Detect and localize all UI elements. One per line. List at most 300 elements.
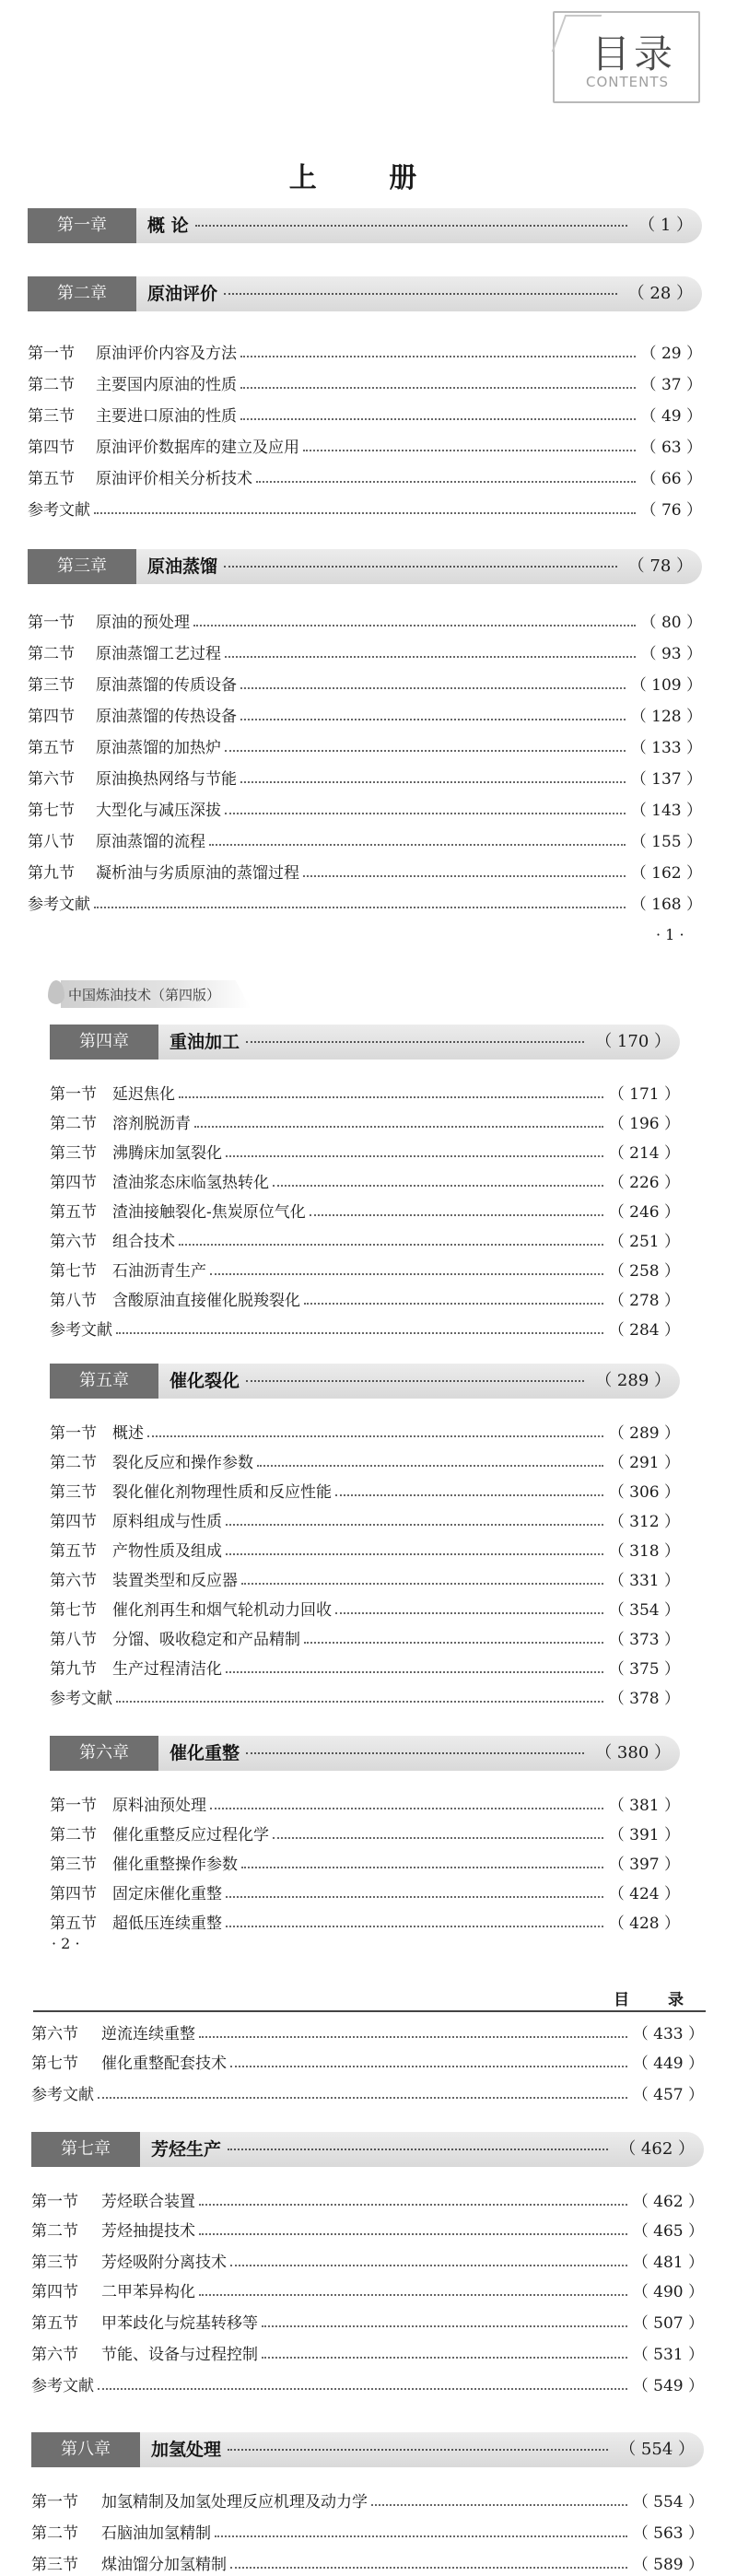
section-title: 芳烃抽提技术: [101, 2222, 195, 2241]
section-label: 第一节: [31, 2493, 78, 2512]
leader-dots: [273, 1185, 603, 1187]
section-title: 原油蒸馏工艺过程: [96, 645, 221, 663]
section-title: 节能、设备与过程控制: [101, 2346, 258, 2364]
section-title: 加氢精制及加氢处理反应机理及动力学: [101, 2493, 368, 2512]
section-label: 第四节: [50, 1885, 97, 1903]
section-title: 催化剂再生和烟气轮机动力回收: [112, 1601, 332, 1620]
toc-entry[interactable]: [28, 706, 702, 728]
volume-title: 上 册: [288, 162, 449, 194]
section-label: 第六节: [31, 2346, 78, 2364]
leader-dots: [371, 2504, 627, 2506]
section-page-ref: （ 531 ）: [632, 2346, 704, 2364]
chapter-number-badge: 第四章: [50, 1025, 158, 1060]
section-title: 催化重整操作参数: [112, 1856, 238, 1874]
section-label: 第二节: [28, 645, 75, 663]
toc-entry[interactable]: [50, 1481, 680, 1504]
leader-dots: [257, 1465, 603, 1467]
section-page-ref: （ 196 ）: [608, 1115, 680, 1133]
leader-dots: [225, 750, 626, 752]
section-title: 分馏、吸收稳定和产品精制: [112, 1631, 300, 1649]
toc-entry[interactable]: [50, 1599, 680, 1622]
toc-entry[interactable]: [50, 1083, 680, 1106]
section-page-ref: （ 449 ）: [632, 2055, 704, 2073]
section-title: 装置类型和反应器: [112, 1572, 238, 1590]
section-page-ref: （ 428 ）: [608, 1914, 680, 1933]
section-label: 第六节: [50, 1233, 97, 1251]
toc-entry[interactable]: [28, 800, 702, 822]
toc-entry[interactable]: [50, 1629, 680, 1651]
chapter-heading: [50, 1364, 680, 1399]
section-page-ref: （ 354 ）: [608, 1601, 680, 1620]
running-head: 目 录: [614, 1991, 700, 2009]
toc-entry[interactable]: [28, 862, 702, 884]
section-page-ref: （ 433 ）: [632, 2025, 704, 2043]
section-title: 逆流连续重整: [101, 2025, 195, 2043]
toc-entry[interactable]: [50, 1290, 680, 1312]
chapter-page-ref: （ 78 ）: [627, 556, 693, 576]
toc-entry[interactable]: [50, 1511, 680, 1533]
section-label: 第七节: [50, 1262, 97, 1281]
chapter-page-ref: （ 554 ）: [619, 2440, 695, 2459]
leader-dots: [240, 387, 636, 389]
section-label: 第三节: [50, 1144, 97, 1163]
leader-dots: [199, 2036, 627, 2038]
section-label: 第八节: [50, 1631, 97, 1649]
section-page-ref: （ 284 ）: [608, 1321, 680, 1340]
page-number: · 2 ·: [52, 1935, 80, 1952]
leader-dots: [225, 813, 626, 814]
section-page-ref: （ 373 ）: [608, 1631, 680, 1649]
leader-dots: [215, 2535, 627, 2537]
leader-dots: [262, 2357, 627, 2359]
chapter-number-badge: 第三章: [28, 549, 136, 584]
section-label: 参考文献: [50, 1690, 112, 1708]
section-label: 第六节: [28, 770, 75, 789]
leader-dots: [304, 1303, 603, 1305]
chapter-number-badge: 第二章: [28, 276, 136, 311]
leader-dots: [225, 656, 636, 658]
section-label: 参考文献: [50, 1321, 112, 1340]
leader-dots: [273, 1837, 603, 1839]
leader-dots: [240, 687, 626, 689]
section-label: 第四节: [50, 1174, 97, 1192]
leader-dots: [98, 2388, 627, 2390]
chapter-heading: [31, 2132, 704, 2167]
section-title: 产物性质及组成: [112, 1542, 222, 1561]
toc-entry[interactable]: [31, 2053, 704, 2075]
section-label: 参考文献: [31, 2377, 94, 2395]
toc-entry[interactable]: [28, 737, 702, 759]
chapter-page-ref: （ 380 ）: [595, 1743, 671, 1762]
toc-entry[interactable]: [31, 2523, 704, 2545]
leader-dots: [226, 1671, 603, 1673]
section-label: 第三节: [28, 676, 75, 695]
section-label: 第三节: [50, 1856, 97, 1874]
toc-entry[interactable]: [28, 437, 702, 459]
section-page-ref: （ 155 ）: [630, 833, 702, 851]
section-page-ref: （ 291 ）: [608, 1454, 680, 1472]
section-page-ref: （ 391 ）: [608, 1826, 680, 1844]
chapter-heading: [28, 276, 702, 311]
leader-dots: [226, 1896, 603, 1898]
leader-dots: [303, 450, 636, 451]
leader-dots: [210, 1273, 603, 1275]
leader-dots: [210, 1808, 603, 1809]
chapter-title: 催化重整: [170, 1743, 240, 1763]
leader-dots: [179, 1096, 603, 1098]
leader-dots: [304, 1642, 603, 1644]
leader-dots: [209, 844, 626, 846]
toc-entry[interactable]: [50, 1658, 680, 1680]
toc-entry[interactable]: [28, 499, 702, 521]
toc-entry[interactable]: [50, 1423, 680, 1445]
chapter-number-badge: 第五章: [50, 1364, 158, 1399]
toc-entry[interactable]: [50, 1319, 680, 1341]
leader-dots: [199, 2204, 627, 2206]
toc-entry[interactable]: [50, 1231, 680, 1253]
contents-logo-subtitle: CONTENTS: [586, 74, 670, 90]
leader-dots: [240, 719, 626, 720]
section-page-ref: （ 278 ）: [608, 1292, 680, 1310]
section-label: 第三节: [31, 2556, 78, 2574]
section-label: 第七节: [50, 1601, 97, 1620]
section-label: 第二节: [50, 1115, 97, 1133]
leader-dots: [199, 2233, 627, 2235]
toc-entry[interactable]: [50, 1142, 680, 1165]
section-page-ref: （ 168 ）: [630, 896, 702, 914]
section-page-ref: （ 133 ）: [630, 739, 702, 757]
chapter-heading: [50, 1736, 680, 1771]
section-page-ref: （ 563 ）: [632, 2524, 704, 2543]
section-label: 第二节: [50, 1454, 97, 1472]
toc-entry[interactable]: [50, 1795, 680, 1817]
section-page-ref: （ 490 ）: [632, 2283, 704, 2301]
toc-entry[interactable]: [50, 1452, 680, 1474]
chapter-number-badge: 第八章: [31, 2432, 140, 2467]
toc-entry[interactable]: [50, 1540, 680, 1563]
section-label: 第五节: [50, 1914, 97, 1933]
section-title: 原油的预处理: [96, 614, 190, 632]
section-label: 参考文献: [28, 501, 90, 520]
chapter-title: 概 论: [147, 216, 189, 236]
section-title: 主要国内原油的性质: [96, 376, 237, 394]
leader-dots: [256, 481, 636, 483]
section-label: 第五节: [50, 1203, 97, 1222]
section-page-ref: （ 137 ）: [630, 770, 702, 789]
chapter-number-badge: 第六章: [50, 1736, 158, 1771]
leader-dots: [194, 1126, 603, 1128]
chapter-heading: [28, 549, 702, 584]
leader-dots: [228, 2149, 608, 2150]
section-label: 第五节: [28, 470, 75, 488]
section-label: 第五节: [50, 1542, 97, 1561]
section-title: 渣油浆态床临氢热转化: [112, 1174, 269, 1192]
toc-entry[interactable]: [28, 343, 702, 365]
section-label: 第五节: [28, 739, 75, 757]
toc-entry[interactable]: [50, 1260, 680, 1282]
toc-entry[interactable]: [50, 1688, 680, 1710]
section-title: 煤油馏分加氢精制: [101, 2556, 227, 2574]
leader-dots: [240, 781, 626, 783]
section-label: 第五节: [31, 2314, 78, 2333]
section-title: 原料油预处理: [112, 1797, 206, 1815]
toc-entry[interactable]: [31, 2313, 704, 2335]
chapter-page-ref: （ 170 ）: [595, 1032, 671, 1051]
section-title: 芳烃联合装置: [101, 2193, 195, 2211]
section-title: 渣油接触裂化-焦炭原位气化: [112, 1203, 306, 1222]
leader-dots: [147, 1435, 603, 1437]
section-title: 概述: [112, 1424, 144, 1443]
section-page-ref: （ 331 ）: [608, 1572, 680, 1590]
section-page-ref: （ 462 ）: [632, 2193, 704, 2211]
section-page-ref: （ 49 ）: [640, 407, 702, 426]
toc-entry[interactable]: [31, 2554, 704, 2576]
section-title: 芳烃吸附分离技术: [101, 2254, 227, 2272]
section-label: 第二节: [31, 2524, 78, 2543]
section-label: 第七节: [28, 802, 75, 820]
section-title: 催化重整反应过程化学: [112, 1826, 269, 1844]
leader-dots: [98, 2097, 627, 2099]
section-title: 催化重整配套技术: [101, 2055, 227, 2073]
toc-entry[interactable]: [31, 2491, 704, 2513]
leader-dots: [94, 907, 626, 908]
chapter-page-ref: （ 28 ）: [627, 284, 693, 303]
section-label: 第三节: [50, 1483, 97, 1502]
section-label: 第一节: [28, 614, 75, 632]
toc-entry[interactable]: [31, 2344, 704, 2366]
section-label: 第二节: [28, 376, 75, 394]
leader-dots: [226, 1926, 603, 1927]
leader-dots: [335, 1612, 603, 1614]
section-label: 第九节: [28, 864, 75, 883]
leader-dots: [246, 1041, 584, 1043]
chapter-heading: [50, 1025, 680, 1060]
leader-dots: [226, 1524, 603, 1526]
section-page-ref: （ 481 ）: [632, 2254, 704, 2272]
leader-dots: [230, 2265, 627, 2266]
section-title: 甲苯歧化与烷基转移等: [101, 2314, 258, 2333]
section-page-ref: （ 143 ）: [630, 802, 702, 820]
section-page-ref: （ 63 ）: [640, 439, 702, 457]
section-page-ref: （ 375 ）: [608, 1660, 680, 1679]
chapter-page-ref: （ 462 ）: [619, 2139, 695, 2159]
section-title: 二甲苯异构化: [101, 2283, 195, 2301]
toc-entry[interactable]: [31, 2084, 704, 2106]
toc-entry[interactable]: [31, 2375, 704, 2397]
section-page-ref: （ 246 ）: [608, 1203, 680, 1222]
toc-entry[interactable]: [28, 831, 702, 853]
toc-entry[interactable]: [28, 894, 702, 916]
page-number: · 1 ·: [656, 926, 684, 943]
oil-drop-icon: [48, 980, 64, 1004]
section-page-ref: （ 66 ）: [640, 470, 702, 488]
section-label: 第二节: [31, 2222, 78, 2241]
section-label: 第四节: [28, 439, 75, 457]
section-title: 原油蒸馏的传质设备: [96, 676, 237, 695]
section-label: 第一节: [28, 345, 75, 363]
section-title: 原料组成与性质: [112, 1513, 222, 1531]
section-page-ref: （ 258 ）: [608, 1262, 680, 1281]
section-label: 第一节: [50, 1424, 97, 1443]
leader-dots: [262, 2325, 627, 2327]
section-title: 石脑油加氢精制: [101, 2524, 211, 2543]
section-label: 第六节: [31, 2025, 78, 2043]
section-title: 裂化催化剂物理性质和反应性能: [112, 1483, 332, 1502]
section-page-ref: （ 128 ）: [630, 708, 702, 726]
section-label: 第四节: [50, 1513, 97, 1531]
toc-entry[interactable]: [31, 2281, 704, 2303]
chapter-page-ref: （ 289 ）: [595, 1371, 671, 1390]
chapter-heading: [28, 208, 702, 243]
section-title: 组合技术: [112, 1233, 175, 1251]
section-title: 固定床催化重整: [112, 1885, 222, 1903]
toc-entry[interactable]: [50, 1913, 680, 1935]
section-title: 生产过程清洁化: [112, 1660, 222, 1679]
section-page-ref: （ 465 ）: [632, 2222, 704, 2241]
toc-entry[interactable]: [50, 1570, 680, 1592]
section-page-ref: （ 549 ）: [632, 2377, 704, 2395]
leader-dots: [246, 1752, 584, 1754]
chapter-title: 原油蒸馏: [147, 556, 218, 577]
toc-entry[interactable]: [31, 2023, 704, 2045]
section-page-ref: （ 93 ）: [640, 645, 702, 663]
leader-dots: [224, 566, 617, 568]
section-label: 第四节: [31, 2283, 78, 2301]
chapter-title: 催化裂化: [170, 1371, 240, 1391]
section-page-ref: （ 251 ）: [608, 1233, 680, 1251]
section-label: 参考文献: [28, 896, 90, 914]
section-label: 第八节: [28, 833, 75, 851]
leader-dots: [303, 875, 626, 877]
section-label: 第三节: [31, 2254, 78, 2272]
section-page-ref: （ 162 ）: [630, 864, 702, 883]
leader-dots: [224, 293, 617, 295]
toc-entry[interactable]: [28, 374, 702, 396]
leader-dots: [116, 1332, 603, 1334]
section-label: 第九节: [50, 1660, 97, 1679]
section-title: 原油蒸馏的流程: [96, 833, 205, 851]
leader-dots: [241, 1583, 603, 1585]
section-page-ref: （ 80 ）: [640, 614, 702, 632]
running-head-rule: [33, 2010, 706, 2012]
chapter-title: 加氢处理: [151, 2440, 222, 2460]
section-label: 参考文献: [31, 2086, 94, 2104]
section-label: 第三节: [28, 407, 75, 426]
leader-dots: [195, 225, 628, 227]
section-label: 第八节: [50, 1292, 97, 1310]
section-page-ref: （ 457 ）: [632, 2086, 704, 2104]
section-page-ref: （ 378 ）: [608, 1690, 680, 1708]
section-page-ref: （ 214 ）: [608, 1144, 680, 1163]
section-title: 原油蒸馏的传热设备: [96, 708, 237, 726]
section-title: 超低压连续重整: [112, 1914, 222, 1933]
leader-dots: [179, 1244, 603, 1246]
toc-entry[interactable]: [28, 768, 702, 790]
toc-entry[interactable]: [31, 2252, 704, 2274]
leader-dots: [240, 418, 636, 420]
section-page-ref: （ 171 ）: [608, 1085, 680, 1104]
section-page-ref: （ 226 ）: [608, 1174, 680, 1192]
section-label: 第一节: [50, 1085, 97, 1104]
section-page-ref: （ 424 ）: [608, 1885, 680, 1903]
chapter-page-ref: （ 1 ）: [638, 216, 693, 235]
leader-dots: [116, 1701, 603, 1703]
section-label: 第一节: [31, 2193, 78, 2211]
leader-dots: [226, 1155, 603, 1157]
section-page-ref: （ 381 ）: [608, 1797, 680, 1815]
section-page-ref: （ 312 ）: [608, 1513, 680, 1531]
toc-entry[interactable]: [28, 468, 702, 490]
section-title: 原油评价内容及方法: [96, 345, 237, 363]
section-title: 原油蒸馏的加热炉: [96, 739, 221, 757]
leader-dots: [246, 1380, 584, 1382]
section-page-ref: （ 37 ）: [640, 376, 702, 394]
section-label: 第七节: [31, 2055, 78, 2073]
toc-entry[interactable]: [50, 1172, 680, 1194]
section-title: 含酸原油直接催化脱羧裂化: [112, 1292, 300, 1310]
leader-dots: [226, 1553, 603, 1555]
section-page-ref: （ 29 ）: [640, 345, 702, 363]
section-title: 原油评价数据库的建立及应用: [96, 439, 299, 457]
section-page-ref: （ 554 ）: [632, 2493, 704, 2512]
chapter-title: 芳烃生产: [151, 2139, 222, 2160]
contents-logo-title: 目录: [591, 31, 677, 76]
section-page-ref: （ 397 ）: [608, 1856, 680, 1874]
book-title: 中国炼油技术（第四版）: [68, 987, 221, 1003]
chapter-heading: [31, 2432, 704, 2467]
section-title: 石油沥青生产: [112, 1262, 206, 1281]
leader-dots: [335, 1494, 603, 1496]
section-label: 第四节: [28, 708, 75, 726]
section-title: 溶剂脱沥青: [112, 1115, 191, 1133]
section-label: 第六节: [50, 1572, 97, 1590]
section-title: 凝析油与劣质原油的蒸馏过程: [96, 864, 299, 883]
toc-entry[interactable]: [50, 1113, 680, 1135]
leader-dots: [240, 356, 636, 357]
leader-dots: [230, 2567, 627, 2569]
toc-entry[interactable]: [28, 674, 702, 697]
section-label: 第一节: [50, 1797, 97, 1815]
section-title: 大型化与减压深拔: [96, 802, 221, 820]
leader-dots: [199, 2294, 627, 2296]
section-title: 原油评价相关分析技术: [96, 470, 252, 488]
toc-entry[interactable]: [28, 643, 702, 665]
leader-dots: [310, 1214, 603, 1216]
leader-dots: [193, 625, 636, 626]
section-page-ref: （ 507 ）: [632, 2314, 704, 2333]
toc-entry[interactable]: [31, 2191, 704, 2213]
toc-entry[interactable]: [31, 2220, 704, 2242]
section-page-ref: （ 289 ）: [608, 1424, 680, 1443]
leader-dots: [241, 1867, 603, 1868]
section-page-ref: （ 76 ）: [640, 501, 702, 520]
toc-entry[interactable]: [50, 1201, 680, 1224]
leader-dots: [94, 512, 636, 514]
leader-dots: [228, 2449, 608, 2451]
section-title: 延迟焦化: [112, 1085, 175, 1104]
section-title: 原油换热网络与节能: [96, 770, 237, 789]
toc-entry[interactable]: [28, 405, 702, 427]
chapter-number-badge: 第一章: [28, 208, 136, 243]
section-title: 沸腾床加氢裂化: [112, 1144, 222, 1163]
toc-entry[interactable]: [50, 1883, 680, 1905]
toc-entry[interactable]: [50, 1824, 680, 1846]
section-page-ref: （ 589 ）: [632, 2556, 704, 2574]
toc-entry[interactable]: [28, 612, 702, 634]
section-page-ref: （ 109 ）: [630, 676, 702, 695]
toc-entry[interactable]: [50, 1854, 680, 1876]
section-label: 第二节: [50, 1826, 97, 1844]
